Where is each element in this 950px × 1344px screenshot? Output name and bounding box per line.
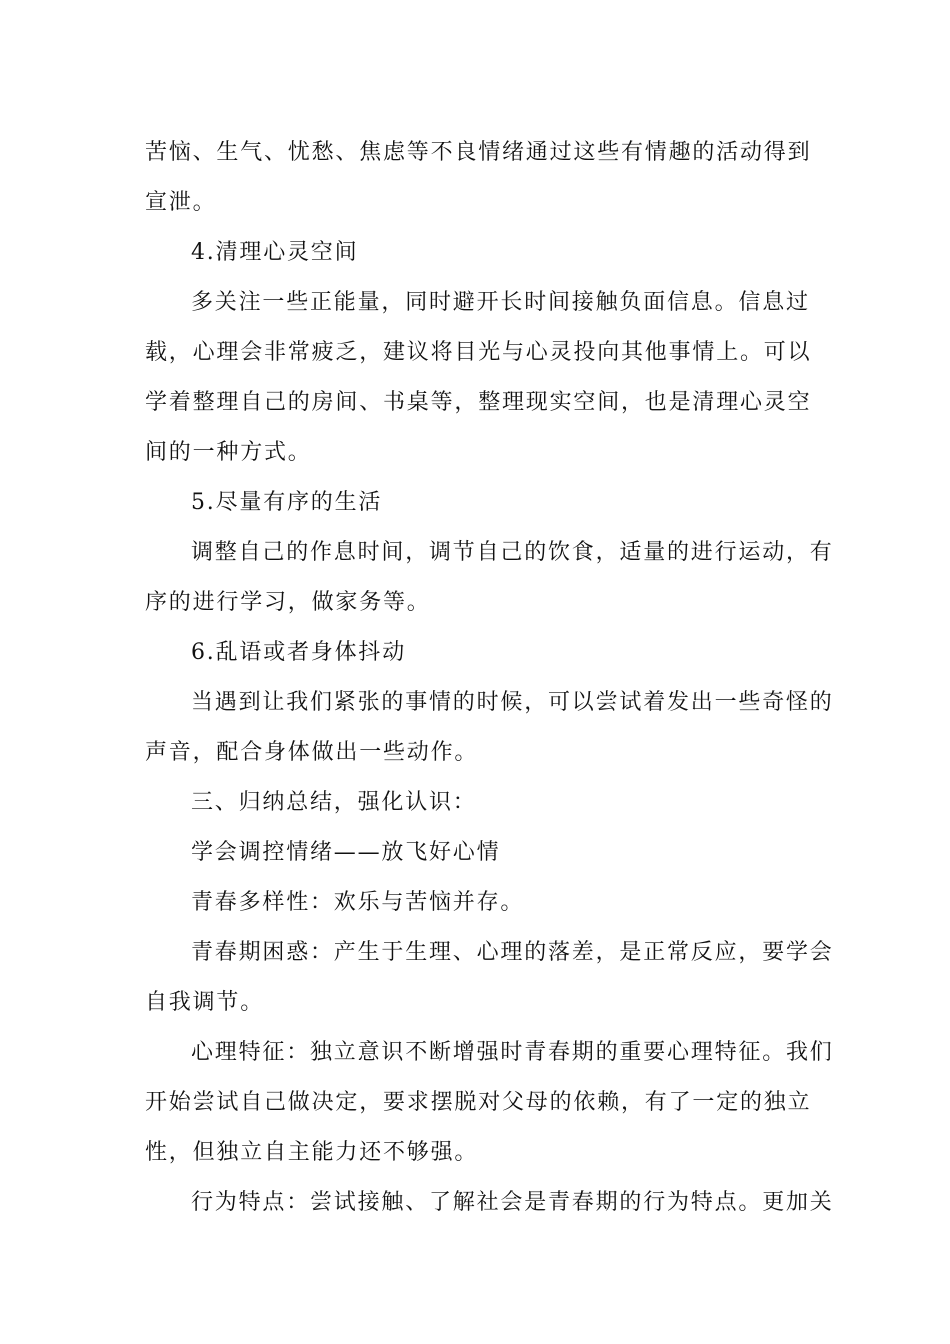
paragraph-clean-mind: 多关注一些正能量，同时避开长时间接触负面信息。信息过载，心理会非常疲乏，建议将目光与心灵投向其他事情上。可以学着整理自己的房间、书桌等，整理现实空间，也是清理心灵空间的一种方式。 — [145, 290, 812, 465]
section-heading-summary: 三、归纳总结，强化认识： — [191, 790, 477, 815]
section-heading-6: 6.乱语或者身体抖动 — [191, 640, 406, 665]
paragraph-continuation: 苦恼、生气、忧愁、焦虑等不良情绪通过这些有情趣的活动得到宣泄。 — [145, 140, 812, 215]
summary-title: 学会调控情绪——放飞好心情 — [191, 840, 501, 865]
section-heading-5: 5.尽量有序的生活 — [191, 490, 383, 515]
summary-confusion: 青春期困惑：产生于生理、心理的落差，是正常反应，要学会自我调节。 — [145, 940, 834, 1015]
document-body — [145, 128, 835, 1228]
summary-behavior: 行为特点：尝试接触、了解社会是青春期的行为特点。更加关 — [191, 1190, 834, 1215]
paragraph-body-shake: 当遇到让我们紧张的事情的时候，可以尝试着发出一些奇怪的声音，配合身体做出一些动作。 — [145, 690, 834, 765]
paragraph-orderly-life: 调整自己的作息时间，调节自己的饮食，适量的进行运动，有序的进行学习，做家务等。 — [145, 540, 834, 615]
summary-diversity: 青春多样性：欢乐与苦恼并存。 — [191, 890, 525, 915]
summary-psychology: 心理特征：独立意识不断增强时青春期的重要心理特征。我们开始尝试自己做决定，要求摆脱对父母的依赖，有了一定的独立性，但独立自主能力还不够强。 — [145, 1040, 834, 1165]
section-heading-4: 4.清理心灵空间 — [191, 240, 359, 265]
